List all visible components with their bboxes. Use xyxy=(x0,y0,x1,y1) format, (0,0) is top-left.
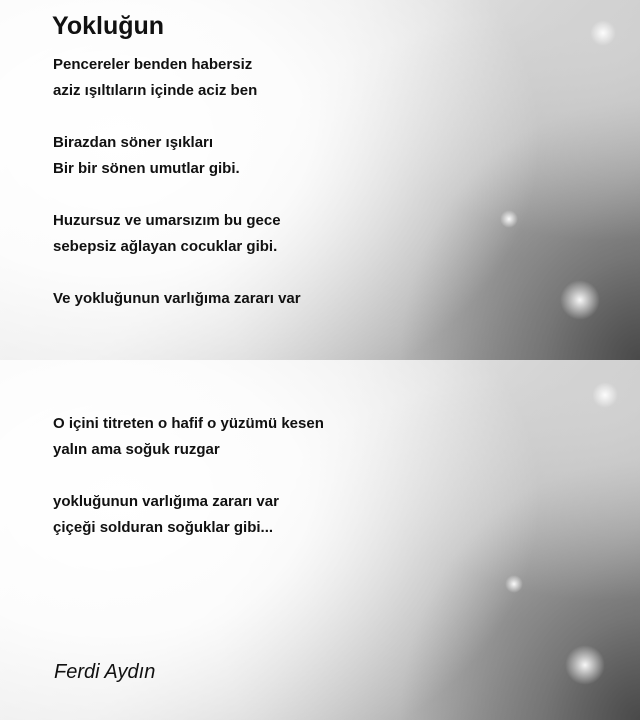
poem-title: Yokluğun xyxy=(52,12,165,40)
light-sparkle xyxy=(592,382,618,408)
poem-line: O içini titreten o hafif o yüzümü kesen xyxy=(53,415,324,432)
light-sparkle xyxy=(505,575,523,593)
stanza-2 xyxy=(53,130,240,182)
poem-line: sebepsiz ağlayan cocuklar gibi. xyxy=(53,238,278,255)
poem-line: Pencereler benden habersiz xyxy=(53,56,253,73)
poem-line: yokluğunun varlığıma zararı var xyxy=(53,493,279,510)
poem-line: yalın ama soğuk ruzgar xyxy=(53,441,220,458)
poem-author: Ferdi Aydın xyxy=(54,661,156,683)
poem-line: Bir bir sönen umutlar gibi. xyxy=(53,160,240,177)
light-sparkle xyxy=(500,210,518,228)
poem-line: Birazdan söner ışıkları xyxy=(53,134,214,151)
poem-line: aziz ışıltıların içinde aciz ben xyxy=(53,82,258,99)
poem-card-bottom xyxy=(0,360,640,720)
poem-line: Ve yokluğunun varlığıma zararı var xyxy=(53,290,301,307)
light-sparkle xyxy=(560,280,600,320)
stanza-1 xyxy=(53,52,257,104)
poem-line: Huzursuz ve umarsızım bu gece xyxy=(53,212,281,229)
stanza-6 xyxy=(53,489,279,541)
light-sparkle xyxy=(590,20,616,46)
stanza-3 xyxy=(53,208,281,260)
stanza-5 xyxy=(53,411,324,463)
stanza-4 xyxy=(53,286,301,312)
poem-line: çiçeği solduran soğuklar gibi... xyxy=(53,519,274,536)
light-sparkle xyxy=(565,645,605,685)
